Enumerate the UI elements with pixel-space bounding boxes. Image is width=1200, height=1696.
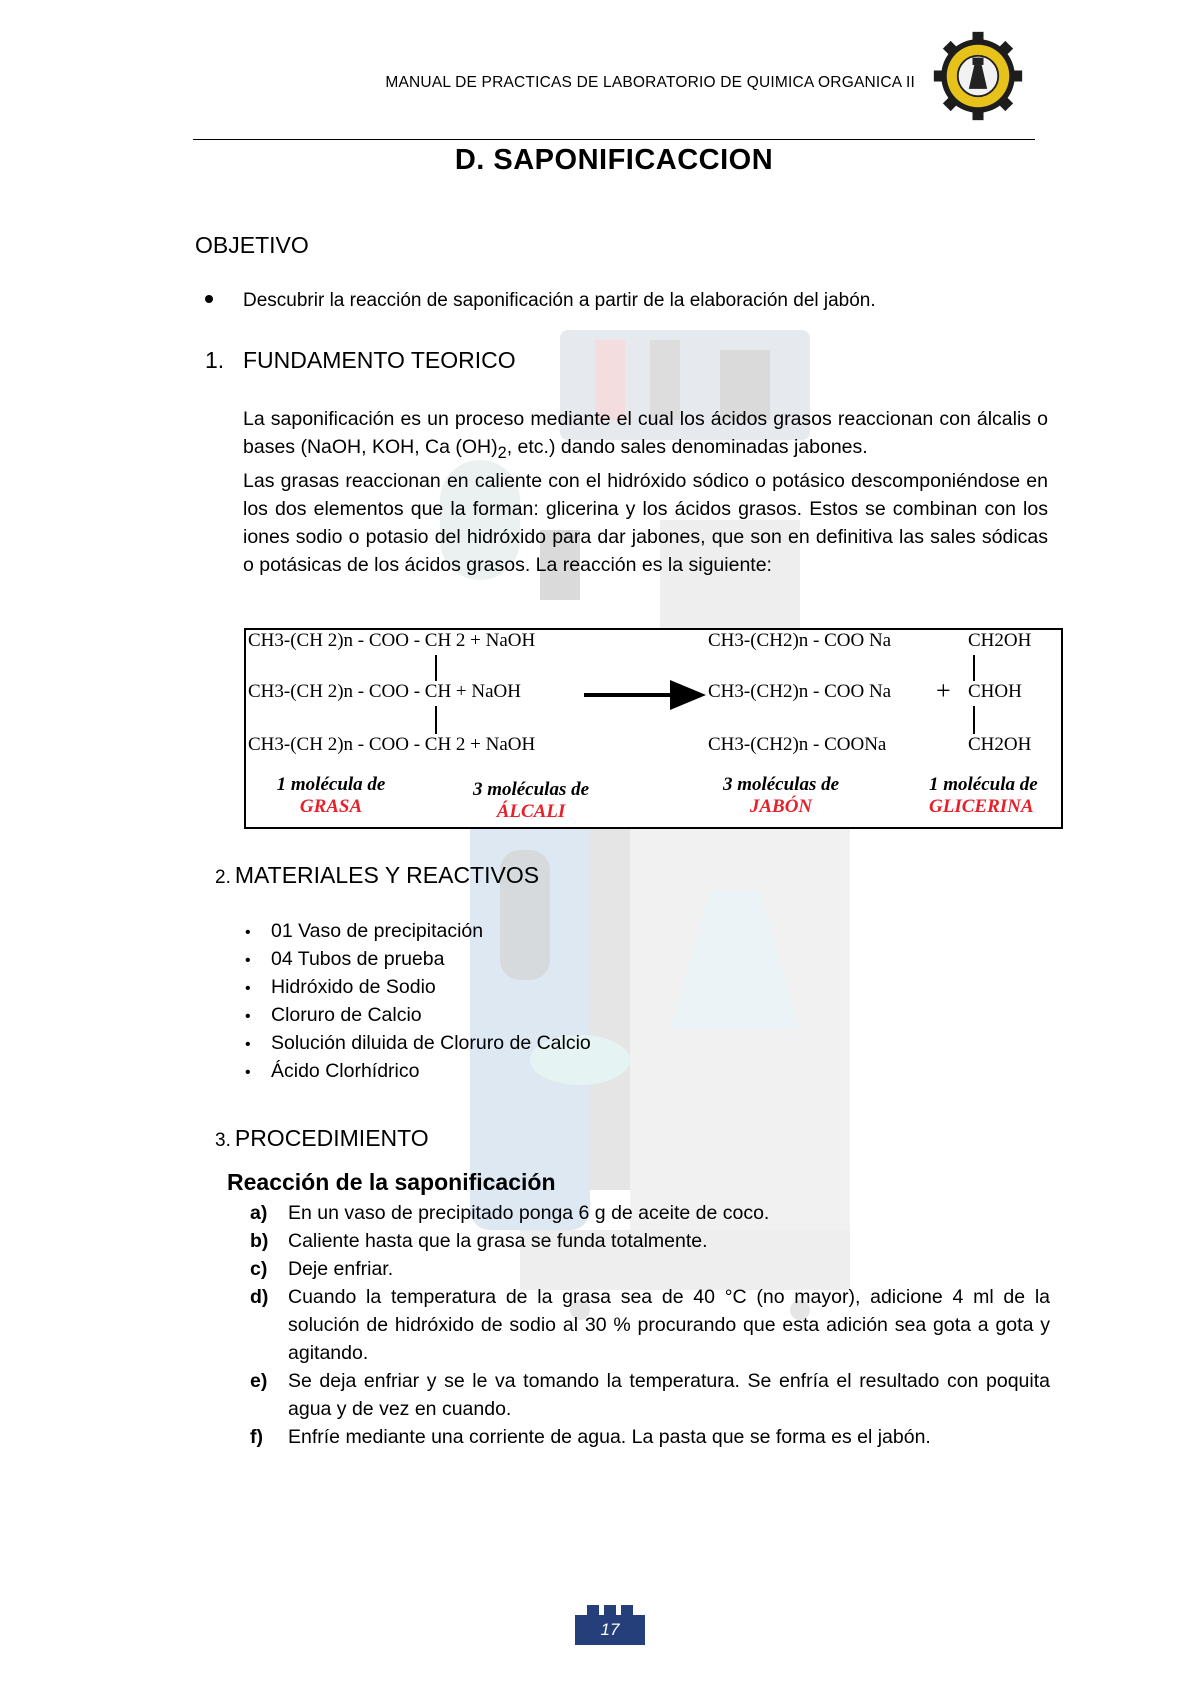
label-grasa-bottom: GRASA	[299, 796, 363, 817]
glycerol-line-3: CH2OH	[968, 734, 1032, 755]
glycerol-line-1: CH2OH	[968, 630, 1032, 651]
bullet-icon: •	[245, 1036, 251, 1053]
step-letter: f)	[250, 1426, 263, 1448]
university-seal-gear-icon	[932, 30, 1024, 122]
label-jabon-bottom: JABÓN	[749, 796, 813, 817]
step-text: En un vaso de precipitado ponga 6 g de aceite de coco.	[288, 1202, 770, 1224]
fundamento-paragraph-2: Las grasas reaccionan en caliente con el hidróxido sódico o potásico descomponiéndose en los dos elementos que la forman: glicerina y los ácidos grasos. Estos se combinan con los iones sodio o potasio del hidróxido para dar jabones, que son en definitiva las sales sódicas o potásicas de los ácidos grasos. La reacción es la siguiente:	[243, 469, 1048, 576]
label-glicerina-bottom: GLICERINA	[929, 796, 1034, 817]
reactant-line-1: CH3-(CH 2)n - COO - CH 2 + NaOH	[248, 630, 536, 651]
label-alcali	[456, 779, 606, 823]
saponification-reaction-figure	[244, 628, 1063, 829]
glycerol-line-2: CHOH	[968, 681, 1022, 702]
procedimiento-steps	[250, 1199, 1050, 1451]
bullet-icon: •	[245, 924, 251, 941]
page-number: 17	[575, 1615, 645, 1645]
page-title: D. SAPONIFICACCION	[454, 144, 774, 176]
objetivo-bullet	[205, 290, 876, 312]
step-text: Deje enfriar.	[288, 1258, 394, 1280]
list-item	[245, 1057, 591, 1085]
product-line-1: CH3-(CH2)n - COO Na	[708, 630, 892, 651]
list-item	[245, 1001, 591, 1029]
list-item	[245, 945, 591, 973]
step-text: Cuando la temperatura de la grasa sea de 40 °C (no mayor), adicione 4 ml de la solución de hidróxido de sodio al 30 % procurando que esta adición sea gota a gota y agitando.	[288, 1286, 1050, 1364]
header-divider	[193, 139, 1035, 140]
fundamento-body	[243, 405, 1048, 579]
subscript: 2	[497, 443, 507, 462]
procedimiento-heading-row	[215, 1125, 429, 1152]
product-line-3: CH3-(CH2)n - COONa	[708, 734, 887, 755]
bond-line	[973, 706, 975, 734]
label-alcali-top: 3 moléculas de	[472, 779, 590, 800]
list-item	[250, 1199, 1050, 1227]
bullet-icon: •	[245, 1064, 251, 1081]
reactant-line-3: CH3-(CH 2)n - COO - CH 2 + NaOH	[248, 734, 536, 755]
materiales-heading-row	[215, 862, 539, 889]
plus-sign: +	[936, 676, 951, 705]
label-glicerina-top: 1 molécula de	[929, 774, 1038, 795]
list-item-text: Ácido Clorhídrico	[271, 1060, 420, 1082]
section-number: 2.	[215, 867, 231, 888]
step-letter: a)	[250, 1202, 268, 1224]
step-letter: d)	[250, 1286, 269, 1308]
procedimiento-heading: PROCEDIMIENTO	[234, 1125, 429, 1151]
bond-line	[973, 655, 975, 681]
list-item	[250, 1255, 1050, 1283]
running-header: MANUAL DE PRACTICAS DE LABORATORIO DE QUIMICA ORGANICA II	[385, 74, 915, 91]
reactant-line-2: CH3-(CH 2)n - COO - CH + NaOH	[248, 681, 521, 702]
materiales-heading: MATERIALES Y REACTIVOS	[234, 862, 540, 888]
list-item	[245, 1029, 591, 1057]
bullet-icon: •	[245, 1008, 251, 1025]
step-letter: b)	[250, 1230, 269, 1252]
list-item	[250, 1423, 1050, 1451]
bond-line	[435, 655, 437, 681]
label-grasa-top: 1 molécula de	[276, 774, 386, 795]
step-letter: c)	[250, 1258, 268, 1280]
fundamento-paragraph-1	[243, 405, 1048, 467]
materiales-list	[245, 917, 591, 1085]
bullet-icon: •	[245, 980, 251, 997]
step-text: Caliente hasta que la grasa se funda totalmente.	[288, 1230, 708, 1252]
procedimiento-subheading: Reacción de la saponificación	[227, 1169, 556, 1195]
list-item	[250, 1227, 1050, 1255]
fundamento-p1-text-end: , etc.) dando sales denominadas jabones.	[506, 436, 868, 458]
list-item-text: Solución diluida de Cloruro de Calcio	[271, 1032, 591, 1054]
objetivo-text: Descubrir la reacción de saponificación a partir de la elaboración del jabón.	[243, 290, 876, 311]
objetivo-heading: OBJETIVO	[195, 232, 309, 258]
section-number: 1.	[205, 347, 225, 373]
list-item-text: Cloruro de Calcio	[271, 1004, 422, 1026]
fundamento-p1-text: La saponificación es un proceso mediante el cual los ácidos grasos reaccionan con álcalis o bases (NaOH, KOH, Ca (OH)	[243, 408, 1048, 458]
product-line-2: CH3-(CH2)n - COO Na	[708, 681, 892, 702]
list-item	[245, 917, 591, 945]
bond-line	[435, 706, 437, 734]
list-item-text: 04 Tubos de prueba	[271, 948, 445, 970]
label-alcali-bottom: ÁLCALI	[496, 801, 566, 822]
list-item	[250, 1367, 1050, 1423]
label-jabon-top: 3 moléculas de	[722, 774, 840, 795]
fundamento-heading-row	[205, 347, 516, 374]
label-grasa	[266, 774, 396, 818]
reaction-arrow-icon	[584, 678, 706, 712]
list-item	[250, 1283, 1050, 1367]
step-text: Se deja enfriar y se le va tomando la temperatura. Se enfría el resultado con poquita agua y de vez en cuando.	[288, 1370, 1050, 1420]
bullet-icon	[205, 295, 213, 303]
list-item-text: Hidróxido de Sodio	[271, 976, 436, 998]
label-jabon	[706, 774, 856, 818]
list-item	[245, 973, 591, 1001]
step-text: Enfríe mediante una corriente de agua. La pasta que se forma es el jabón.	[288, 1426, 931, 1448]
list-item-text: 01 Vaso de precipitación	[271, 920, 484, 942]
step-letter: e)	[250, 1370, 268, 1392]
fundamento-heading: FUNDAMENTO TEORICO	[243, 347, 516, 373]
label-glicerina	[929, 774, 1061, 818]
section-number: 3.	[215, 1130, 231, 1151]
bullet-icon: •	[245, 952, 251, 969]
